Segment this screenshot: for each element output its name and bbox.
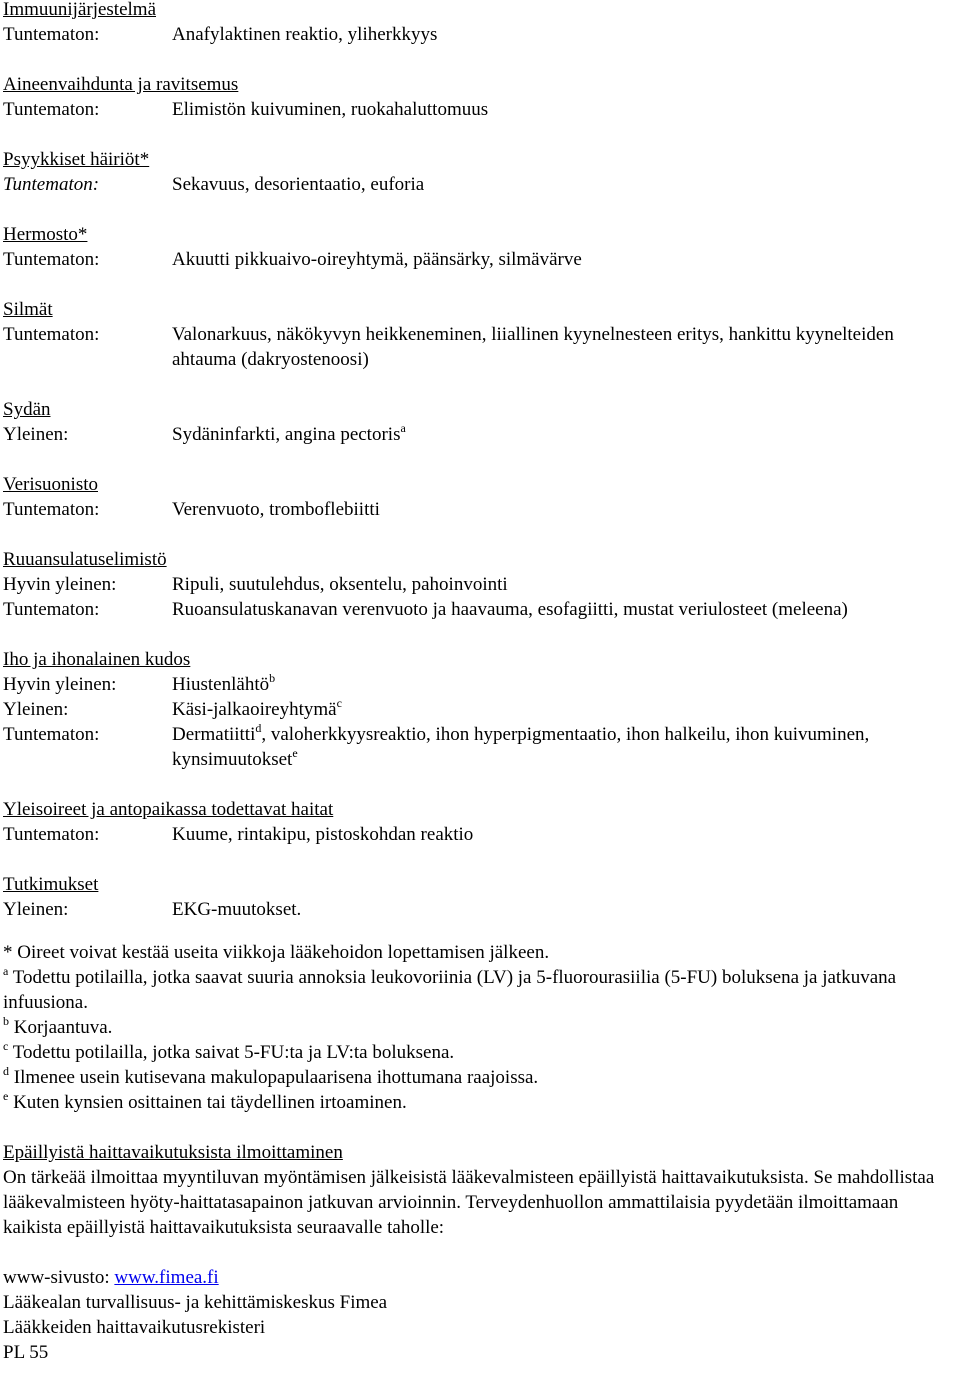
adverse-effects: Anafylaktinen reaktio, yliherkkyys bbox=[172, 24, 438, 45]
section-heading: Ruuansulatuselimistö bbox=[3, 549, 167, 570]
footnote-ref: d bbox=[255, 721, 262, 735]
section-heading: Aineenvaihdunta ja ravitsemus bbox=[3, 74, 239, 95]
adverse-effects: Akuutti pikkuaivo-oireyhtymä, päänsärky, silmävärve bbox=[172, 249, 582, 270]
frequency-row bbox=[3, 572, 958, 597]
frequency-label: Tuntematon: bbox=[3, 724, 100, 745]
section-heading: Iho ja ihonalainen kudos bbox=[3, 649, 191, 670]
section-heading: Sydän bbox=[3, 399, 51, 420]
section-psychiatric bbox=[3, 147, 958, 197]
footnote-ref: c bbox=[336, 696, 342, 710]
adverse-effects: Valonarkuus, näkökyvyn heikkeneminen, liiallinen kyynelnesteen eritys, hankittu kyynelteiden ahtauma (dakryostenoosi) bbox=[172, 324, 894, 370]
footnote-mark: e bbox=[3, 1089, 9, 1103]
section-heading: Yleisoireet ja antopaikassa todettavat haitat bbox=[3, 799, 334, 820]
adverse-effects bbox=[172, 722, 958, 772]
adverse-effects: Ripuli, suutulehdus, oksentelu, pahoinvointi bbox=[172, 574, 508, 595]
footnote-d bbox=[3, 1065, 958, 1090]
adverse-effects bbox=[172, 422, 958, 447]
frequency-label: Tuntematon: bbox=[3, 174, 100, 195]
adverse-effects: Verenvuoto, tromboflebiitti bbox=[172, 499, 380, 520]
frequency-row bbox=[3, 497, 958, 522]
frequency-row bbox=[3, 897, 958, 922]
reporting-paragraph: On tärkeää ilmoittaa myyntiluvan myöntämisen jälkeisistä lääkevalmisteen epäillyistä haittavaikutuksista. Se mahdollistaa lääkevalmisteen hyöty-haittatasapainon jatkuvan arvioinnin. Terveydenhuollon ammattilaisia pyydetään ilmoittamaan kaikista epäillyistä haittavaikutuksista seuraavalle taholle: bbox=[3, 1167, 935, 1238]
footnote-ref: a bbox=[400, 421, 406, 435]
footnote-mark: d bbox=[3, 1064, 9, 1078]
adverse-effects bbox=[172, 697, 958, 722]
section-immune-system bbox=[3, 0, 958, 47]
footnote-c bbox=[3, 1040, 958, 1065]
section-eyes bbox=[3, 297, 958, 372]
section-metabolism bbox=[3, 72, 958, 122]
section-investigations bbox=[3, 872, 958, 922]
registry-name: Lääkkeiden haittavaikutusrekisteri bbox=[3, 1317, 266, 1338]
frequency-row bbox=[3, 672, 958, 697]
section-heading: Psyykkiset häiriöt* bbox=[3, 149, 150, 170]
section-heading: Verisuonisto bbox=[3, 474, 98, 495]
frequency-label: Tuntematon: bbox=[3, 499, 100, 520]
frequency-row bbox=[3, 722, 958, 772]
frequency-label: Hyvin yleinen: bbox=[3, 674, 117, 695]
footnote-star: * Oireet voivat kestää useita viikkoja lääkehoidon lopettamisen jälkeen. bbox=[3, 942, 550, 963]
frequency-row bbox=[3, 422, 958, 447]
effect-text: Käsi-jalkaoireyhtymä bbox=[172, 699, 337, 720]
footnote-text: Ilmenee usein kutisevana makulopapulaarisena ihottumana raajoissa. bbox=[9, 1067, 539, 1088]
footnote-text: Todettu potilailla, jotka saavat suuria annoksia leukovoriinia (LV) ja 5-fluorourasiilia (5-FU) boluksena ja jatkuvana infuusiona. bbox=[3, 967, 897, 1013]
postal-box: PL 55 bbox=[3, 1342, 49, 1363]
footnote-text: Todettu potilailla, jotka saivat 5-FU:ta ja LV:ta boluksena. bbox=[8, 1042, 455, 1063]
section-reporting bbox=[3, 1140, 958, 1240]
frequency-label: Tuntematon: bbox=[3, 24, 100, 45]
footnote-e bbox=[3, 1090, 958, 1115]
frequency-label: Hyvin yleinen: bbox=[3, 574, 117, 595]
document bbox=[3, 0, 958, 1365]
frequency-label: Tuntematon: bbox=[3, 249, 100, 270]
section-vascular bbox=[3, 472, 958, 522]
frequency-row bbox=[3, 22, 958, 47]
frequency-row bbox=[3, 172, 958, 197]
section-general-disorders bbox=[3, 797, 958, 847]
frequency-row bbox=[3, 247, 958, 272]
adverse-effects bbox=[172, 672, 958, 697]
effect-text: Sydäninfarkti, angina pectoris bbox=[172, 424, 401, 445]
footnote-ref: b bbox=[269, 671, 276, 685]
frequency-label: Tuntematon: bbox=[3, 599, 100, 620]
agency-name: Lääkealan turvallisuus- ja kehittämiskeskus Fimea bbox=[3, 1292, 388, 1313]
frequency-row bbox=[3, 822, 958, 847]
frequency-row bbox=[3, 697, 958, 722]
section-heading: Immuunijärjestelmä bbox=[3, 0, 157, 20]
frequency-row bbox=[3, 97, 958, 122]
frequency-row bbox=[3, 322, 958, 372]
frequency-label: Tuntematon: bbox=[3, 824, 100, 845]
section-heading: Hermosto* bbox=[3, 224, 88, 245]
frequency-label: Yleinen: bbox=[3, 699, 69, 720]
section-heading: Epäillyistä haittavaikutuksista ilmoittaminen bbox=[3, 1142, 343, 1163]
website-link[interactable]: www.fimea.fi bbox=[114, 1267, 219, 1288]
footnote-mark: b bbox=[3, 1014, 9, 1028]
section-heart bbox=[3, 397, 958, 447]
frequency-row bbox=[3, 597, 958, 622]
section-heading: Silmät bbox=[3, 299, 53, 320]
effect-text: , valoherkkyysreaktio, ihon hyperpigmentaatio, ihon halkeilu, ihon kuivuminen, kynsimuutokset bbox=[172, 724, 870, 770]
footnote-mark: c bbox=[3, 1039, 9, 1053]
frequency-label: Tuntematon: bbox=[3, 99, 100, 120]
footnote-text: Korjaantuva. bbox=[9, 1017, 113, 1038]
section-heading: Tutkimukset bbox=[3, 874, 99, 895]
section-nervous-system bbox=[3, 222, 958, 272]
effect-text: Dermatiitti bbox=[172, 724, 256, 745]
section-gastrointestinal bbox=[3, 547, 958, 622]
adverse-effects: Kuume, rintakipu, pistoskohdan reaktio bbox=[172, 824, 474, 845]
adverse-effects: Sekavuus, desorientaatio, euforia bbox=[172, 174, 425, 195]
footnote-b bbox=[3, 1015, 958, 1040]
section-skin bbox=[3, 647, 958, 772]
footnote-text: Kuten kynsien osittainen tai täydellinen irtoaminen. bbox=[8, 1092, 407, 1113]
frequency-label: Tuntematon: bbox=[3, 324, 100, 345]
footnote-a bbox=[3, 965, 958, 1015]
contact-block bbox=[3, 1265, 958, 1365]
footnote-ref: e bbox=[292, 746, 298, 760]
footnotes bbox=[3, 940, 958, 1115]
effect-text: Hiustenlähtö bbox=[172, 674, 270, 695]
frequency-label: Yleinen: bbox=[3, 424, 69, 445]
website-line bbox=[3, 1265, 958, 1290]
adverse-effects: Elimistön kuivuminen, ruokahaluttomuus bbox=[172, 99, 489, 120]
adverse-effects: Ruoansulatuskanavan verenvuoto ja haavauma, esofagiitti, mustat veriulosteet (meleena) bbox=[172, 599, 848, 620]
frequency-label: Yleinen: bbox=[3, 899, 69, 920]
footnote-mark: a bbox=[3, 964, 9, 978]
adverse-effects: EKG-muutokset. bbox=[172, 899, 302, 920]
website-label: www-sivusto: bbox=[3, 1267, 115, 1288]
